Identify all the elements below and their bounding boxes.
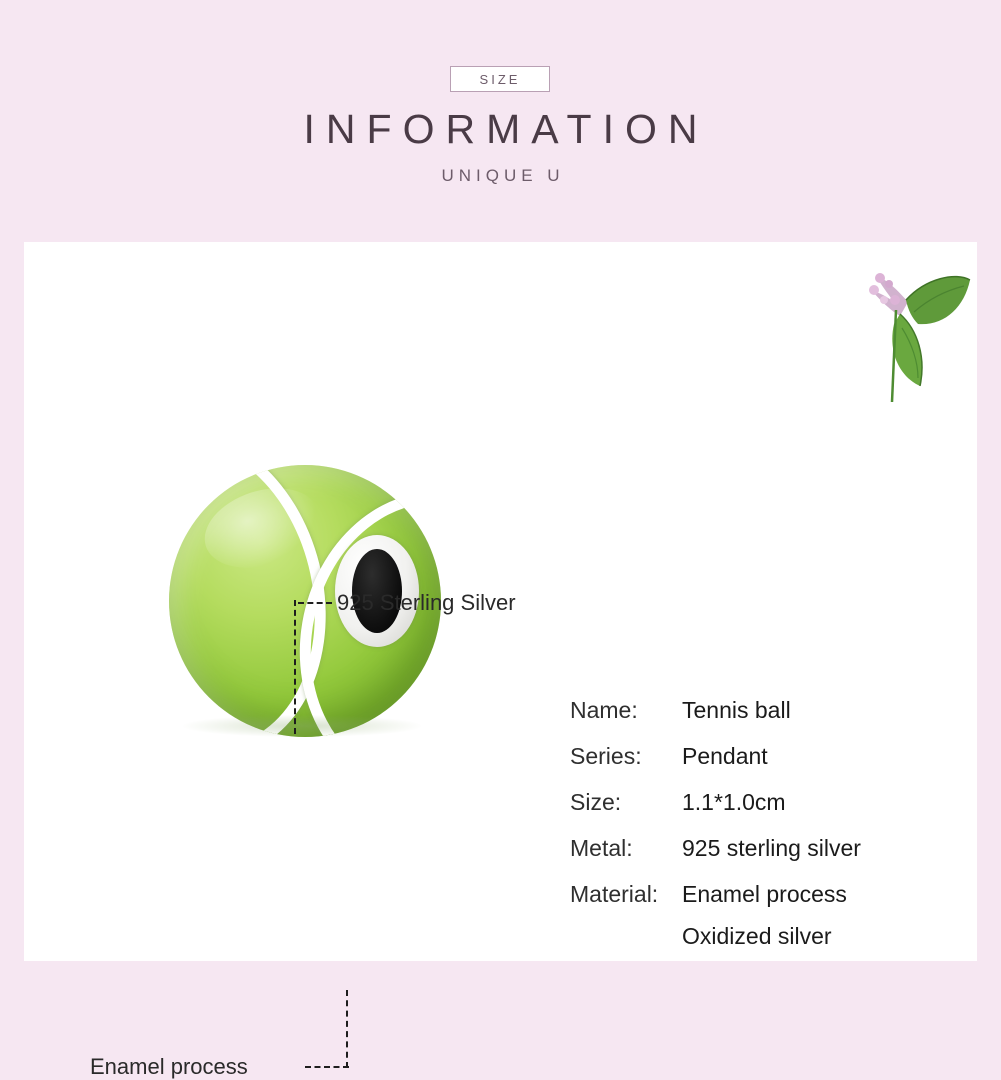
spec-value-name: Tennis ball (682, 697, 791, 723)
spec-row (570, 743, 970, 770)
spec-key-material: Material: (570, 881, 659, 907)
spec-key-size: Size: (570, 789, 622, 815)
spec-value-metal: 925 sterling silver (682, 835, 861, 861)
leaf-flower-icon (834, 252, 974, 422)
page-header (0, 0, 1001, 240)
page-subtitle: UNIQUE U (441, 166, 565, 185)
callout-bottom-line-vertical (346, 990, 350, 1068)
callout-bottom-label: Enamel process (90, 1054, 248, 1079)
callout-bottom-line-horizontal (305, 1066, 349, 1070)
spec-value-material-secondary: Oxidized silver (682, 923, 832, 949)
spec-value-size: 1.1*1.0cm (682, 789, 786, 815)
spec-row (570, 881, 970, 908)
product-spec-list (570, 697, 970, 950)
callout-top-line-vertical (294, 600, 298, 734)
product-info-card (24, 242, 977, 1079)
spec-value-material: Enamel process (682, 881, 847, 907)
spec-key-series: Series: (570, 743, 642, 769)
size-badge: SIZE (450, 66, 550, 92)
spec-key-metal: Metal: (570, 835, 633, 861)
spec-row (570, 789, 970, 816)
callout-top-label: 925 Sterling Silver (337, 590, 516, 615)
ball-shadow (183, 715, 421, 737)
callout-top-line-horizontal (298, 602, 332, 606)
spec-value-series: Pendant (682, 743, 768, 769)
spec-row (570, 697, 970, 724)
spec-row (570, 835, 970, 862)
spec-key-name: Name: (570, 697, 638, 723)
page-title: INFORMATION (303, 106, 709, 152)
